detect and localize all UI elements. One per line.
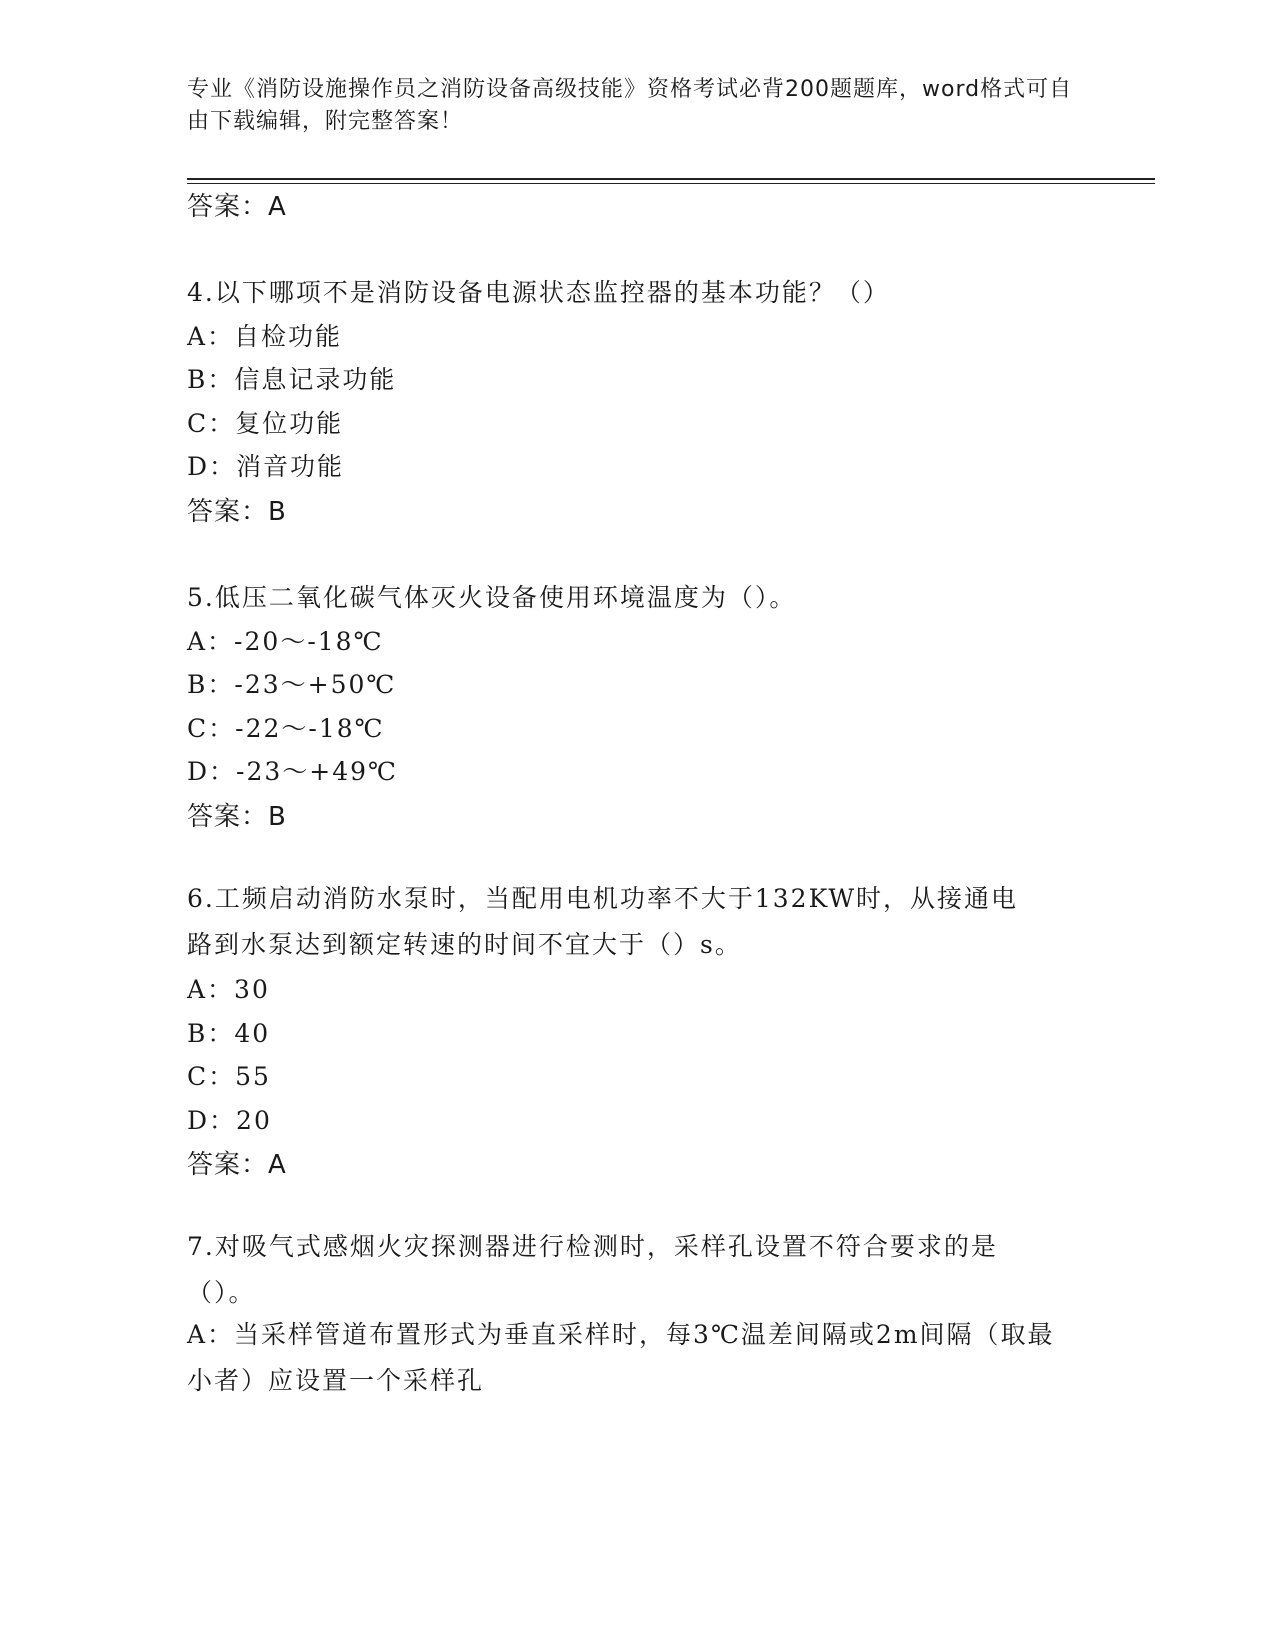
- question-stem: 7.对吸气式感烟火灾探测器进行检测时，采样孔设置不符合要求的是（）。: [187, 1232, 998, 1307]
- header-rule-thin: [187, 183, 1155, 184]
- header-rule-thick: [187, 178, 1155, 180]
- answer-line: 答案：B: [187, 497, 287, 527]
- page-header: 专业《消防设施操作员之消防设备高级技能》资格考试必背200题题库，word格式可自由下载编辑，附完整答案！: [187, 77, 1073, 134]
- question-stem: 6.工频启动消防水泵时，当配用电机功率不大于132KW时，从接通电路到水泵达到额定转速的时间不宜大于（）s。: [187, 884, 1019, 959]
- option-c: C：-22～-18℃: [187, 714, 385, 743]
- option-b: B：40: [187, 1019, 271, 1048]
- option-d: D：-23～+49℃: [187, 757, 399, 786]
- option-a: A：30: [187, 975, 270, 1004]
- answer-line: 答案：A: [187, 192, 287, 222]
- answer-line: 答案：B: [187, 802, 287, 832]
- answer-line: 答案：A: [187, 1150, 287, 1180]
- question-stem: 4.以下哪项不是消防设备电源状态监控器的基本功能？（）: [187, 278, 890, 307]
- option-a: A：当采样管道布置形式为垂直采样时，每3℃温差间隔或2m间隔（取最小者）应设置一个采样孔: [187, 1320, 1055, 1395]
- option-d: D：20: [187, 1106, 272, 1135]
- option-a: A：-20～-18℃: [187, 627, 384, 656]
- option-c: C：复位功能: [187, 409, 344, 438]
- question-stem: 5.低压二氧化碳气体灭火设备使用环境温度为（）。: [187, 583, 797, 612]
- option-c: C：55: [187, 1062, 271, 1091]
- option-d: D：消音功能: [187, 452, 345, 481]
- option-a: A：自检功能: [187, 322, 343, 351]
- option-b: B：-23～+50℃: [187, 670, 397, 699]
- option-b: B：信息记录功能: [187, 365, 397, 394]
